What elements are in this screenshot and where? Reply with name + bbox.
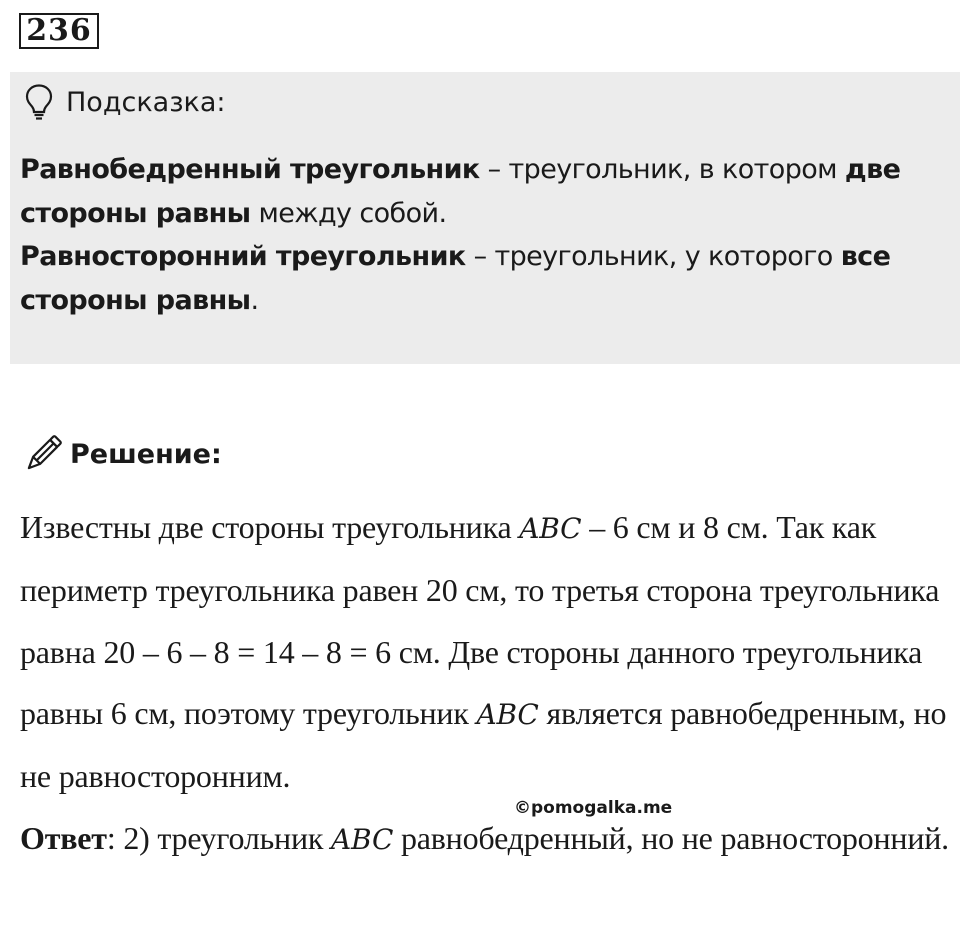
definition-text: – треугольник, в котором <box>479 154 845 185</box>
answer-text-part: : 2) треугольник <box>106 819 332 856</box>
solution-text-part: – 6 см и 8 см. Так как периметр треугольника равен 20 см, то третья сторона треугольника равна 20 – 6 – 8 = 14 – 8 = 6 см. Две стороны данного треугольника равны 6 см, поэтому треугольник <box>20 509 940 732</box>
solution-text-part: является равнобедренным, но не равносторонним. <box>20 695 947 795</box>
solution-header <box>22 432 222 476</box>
answer-paragraph <box>20 808 950 871</box>
definition-isosceles <box>20 148 945 235</box>
watermark: ©pomogalka.me <box>514 798 673 818</box>
triangle-abc: ABC <box>331 822 394 856</box>
term-equilateral: Равносторонний треугольник <box>20 241 466 272</box>
definition-equilateral <box>20 235 945 322</box>
term-isosceles: Равнобедренный треугольник <box>20 154 480 185</box>
hint-text <box>20 148 945 322</box>
definition-emphasis: две стороны равны <box>20 154 901 229</box>
solution-paragraph <box>20 497 950 808</box>
hint-header <box>24 82 226 122</box>
solution-text <box>20 497 950 871</box>
solution-title: Решение: <box>70 438 222 470</box>
solution-text-part: Известны две стороны треугольника <box>20 509 520 545</box>
definition-emphasis: все стороны равны <box>20 241 891 316</box>
answer-label: Ответ <box>20 819 107 856</box>
answer-text-part: равнобедренный, но не равносторонний. <box>393 819 949 856</box>
hint-title: Подсказка: <box>66 86 226 118</box>
triangle-abc: ABC <box>476 698 539 732</box>
triangle-abc: ABC <box>519 512 582 545</box>
definition-text: – треугольник, у которого <box>465 241 841 272</box>
lightbulb-icon <box>24 83 54 121</box>
pencil-icon <box>22 433 64 475</box>
task-number: 236 <box>19 13 99 49</box>
definition-text: . <box>250 284 259 316</box>
definition-text: между собой. <box>250 197 447 229</box>
